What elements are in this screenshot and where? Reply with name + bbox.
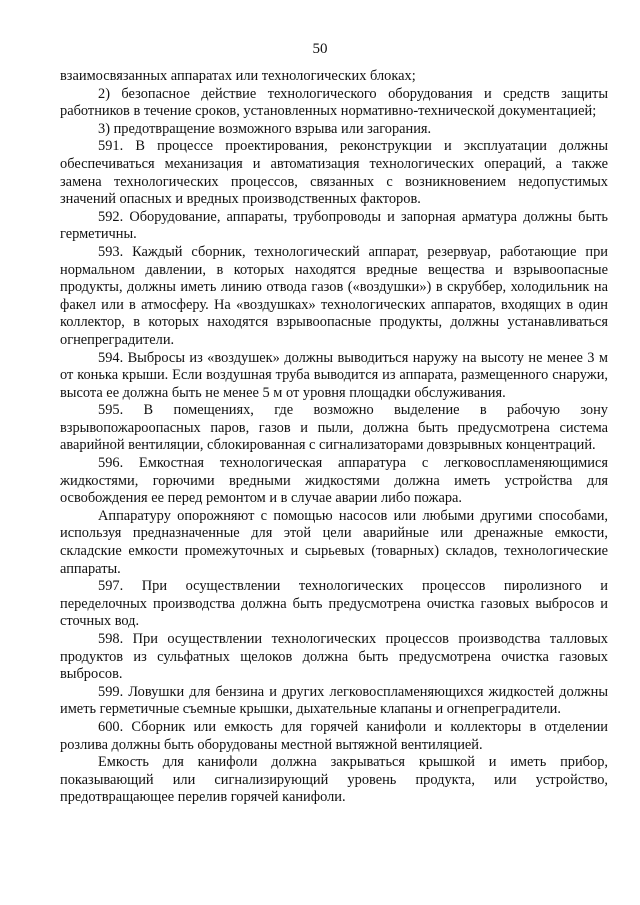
paragraph-599: 599. Ловушки для бензина и других легковоспламеняющихся жидкостей должны иметь герметичные съемные крышки, дыхательные клапаны и огнепреградители.: [60, 683, 608, 718]
paragraph-600: 600. Сборник или емкость для горячей канифоли и коллекторы в отделении розлива должны быть оборудованы местной вытяжной вентиляцией.: [60, 718, 608, 753]
paragraph-596-continued: Аппаратуру опорожняют с помощью насосов или любыми другими способами, используя предназначенные для этой цели аварийные или дренажные емкости, складские емкости промежуточных и сырьевых (товарных) складов, технологические аппараты.: [60, 507, 608, 577]
paragraph-598: 598. При осуществлении технологических процессов производства талловых продуктов из сульфатных щелоков должна быть предусмотрена очистка газовых выбросов.: [60, 631, 608, 683]
paragraph-596: 596. Емкостная технологическая аппаратура с легковоспламеняющимися жидкостями, горючими вредными жидкостями должна иметь устройства для освобождения ее перед ремонтом и в случае аварии либо пожара.: [60, 455, 608, 507]
paragraph-continuation: взаимосвязанных аппаратах или технологических блоках;: [60, 68, 416, 84]
paragraph-592: 592. Оборудование, аппараты, трубопроводы и запорная арматура должны быть герметичны.: [60, 208, 608, 243]
paragraph-item-2: 2) безопасное действие технологического оборудования и средств защиты работников в течение сроков, установленных нормативно-технической документацией;: [60, 85, 608, 120]
paragraph-595: 595. В помещениях, где возможно выделение в рабочую зону взрывопожароопасных паров, газов и пыли, должна быть предусмотрена система аварийной вентиляции, сблокированная с сигнализаторами довзрывных концентраций.: [60, 402, 608, 454]
document-body: [60, 68, 608, 807]
paragraph-591: 591. В процессе проектирования, реконструкции и эксплуатации должны обеспечиваться механизация и автоматизация технологических операций, а также замена технологических процессов, связанных с возникновением недопустимых значений опасных и вредных производственных факторов.: [60, 138, 608, 208]
paragraph-597: 597. При осуществлении технологических процессов пиролизного и переделочных производства должна быть предусмотрена очистка газовых выбросов и сточных вод.: [60, 578, 608, 630]
paragraph-594: 594. Выбросы из «воздушек» должны выводиться наружу на высоту не менее 3 м от конька крыши. Если воздушная труба выводится из аппарата, размещенного снаружи, высота ее должна быть не менее 5 м от уровня площадки обслуживания.: [60, 349, 608, 401]
paragraph-593: 593. Каждый сборник, технологический аппарат, резервуар, работающие при нормальном давлении, в которых находятся вредные вещества и взрывоопасные продукты, должны иметь линию отвода газов («воздушки») в скруббер, холодильник на факел или в атмосферу. На «воздушках» технологических аппаратов, входящих в один коллектор, в которых находятся взрывоопасные продукты, должны устанавливаться огнепреградители.: [60, 243, 608, 348]
page-number: 50: [312, 41, 328, 57]
paragraph-item-3: 3) предотвращение возможного взрыва или загорания.: [98, 120, 432, 137]
paragraph-600-continued: Емкость для канифоли должна закрываться крышкой и иметь прибор, показывающий или сигнализирующий уровень продукта, или устройство, предотвращающее перелив горячей канифоли.: [60, 754, 608, 806]
